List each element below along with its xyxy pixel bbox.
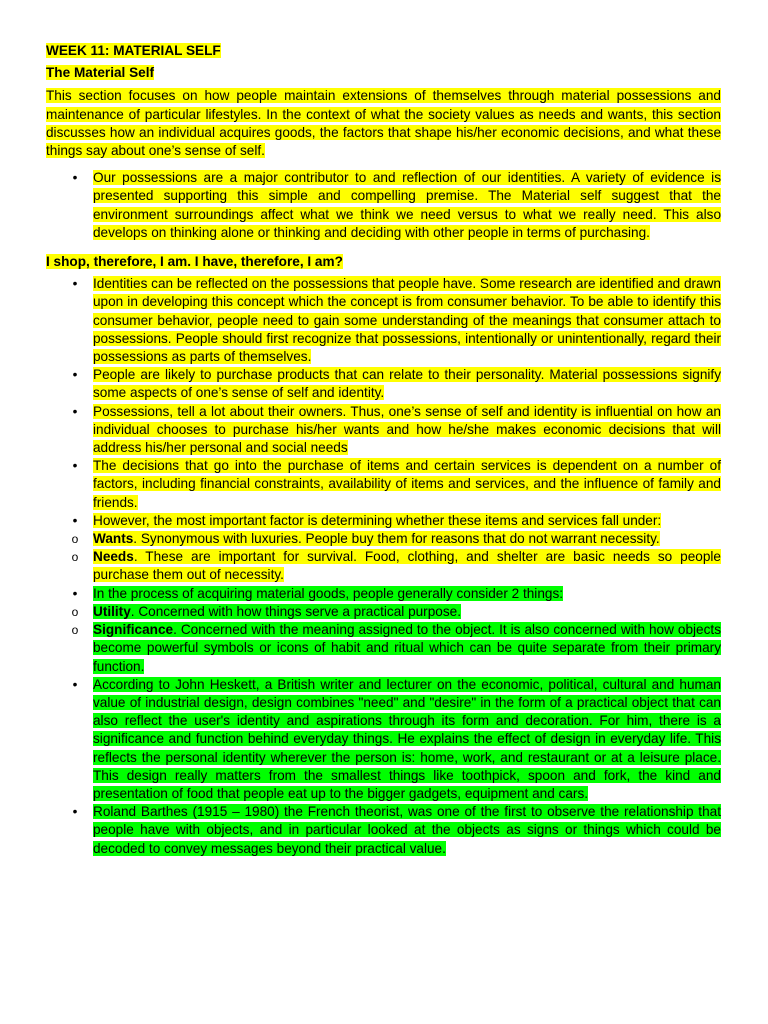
bullet-icon: •: [72, 585, 78, 601]
list-item: • Our possessions are a major contributor to and reflection of our identities. A variety of evidence is presented supporting this simple and compelling premise. The Material self suggest that the environment surroundings affect what we think we need versus to what we really need. This also develops on thinking alone or thinking and deciding with other people in terms of purchasing.: [46, 169, 721, 242]
bullet-icon: •: [72, 676, 78, 692]
list-item-wants: o Wants. Synonymous with luxuries. People buy them for reasons that do not warrant necessity.: [46, 530, 721, 548]
bullet-icon: •: [72, 458, 78, 474]
circle-bullet-icon: o: [71, 532, 79, 547]
page-title: WEEK 11: MATERIAL SELF: [46, 43, 221, 58]
circle-bullet-icon: o: [71, 604, 79, 619]
list-item: • People are likely to purchase products that can relate to their personality. Material possessions signify some aspects of one’s sense of self and identity.: [46, 366, 721, 402]
bullet-icon: •: [72, 804, 78, 820]
main-bullet-list: [46, 275, 721, 858]
list-item-significance: o Significance. Concerned with the meaning assigned to the object. It is also concerned with how objects become powerful symbols or icons of habit and ritual which can be quite separate from their primary function.: [46, 621, 721, 676]
list-item: • However, the most important factor is determining whether these items and services fall under:: [46, 512, 721, 530]
intro-paragraph: This section focuses on how people maintain extensions of themselves through material possessions and maintenance of particular lifestyles. In the context of what the society values as needs and wants, this section discusses how an individual acquires goods, the factors that shape his/her economic decisions, and what these things say about one’s sense of self.: [46, 88, 721, 159]
bullet-icon: •: [72, 367, 78, 383]
list-item: • The decisions that go into the purchase of items and certain services is dependent on a number of factors, including financial constraints, availability of items and services, and the influence of family and friends.: [46, 457, 721, 512]
list-item-needs: o Needs. These are important for survival. Food, clothing, and shelter are basic needs so people purchase them out of necessity.: [46, 548, 721, 584]
section-heading: I shop, therefore, I am. I have, therefore, I am?: [46, 254, 343, 270]
list-item-utility: o Utility. Concerned with how things serve a practical purpose.: [46, 603, 721, 621]
bullet-icon: •: [72, 512, 78, 528]
section-subtitle: The Material Self: [46, 65, 155, 81]
list-item: • Possessions, tell a lot about their owners. Thus, one’s sense of self and identity is influential on how an individual chooses to purchase his/her wants and how he/she makes economic decisions that will address his/her personal and social needs: [46, 403, 721, 458]
bullet-icon: •: [72, 403, 78, 419]
list-item: • Identities can be reflected on the possessions that people have. Some research are identified and drawn upon in developing this concept which the concept is from consumer behavior. To be able to identify this consumer behavior, people need to gain some understanding of the meanings that consumer attach to possessions. People should first recognize that possessions, intentionally or unintentionally, regard their possessions as parts of themselves.: [46, 275, 721, 366]
circle-bullet-icon: o: [71, 550, 79, 565]
list-item: • Roland Barthes (1915 – 1980) the French theorist, was one of the first to observe the relationship that people have with objects, and in particular looked at the objects as signs or things which could be decoded to convey messages beyond their practical value.: [46, 803, 721, 858]
bullet-icon: •: [72, 170, 78, 186]
list-item: • According to John Heskett, a British writer and lecturer on the economic, political, cultural and human value of industrial design, design combines "need" and "desire" in the form of a practical object that can also reflect the user's identity and aspirations through its form and decoration. For him, there is a significance and function behind everyday things. He explains the effect of design in everyday life. This reflects the personal identity wherever the person is: home, work, and restaurant or at a leisure place. This design really matters from the smallest things like toothpick, spoon and fork, the kind and presentation of food that people eat up to the bigger gadgets, equipment and cars.: [46, 676, 721, 803]
intro-bullet-list: [46, 169, 721, 242]
list-item: • In the process of acquiring material goods, people generally consider 2 things:: [46, 585, 721, 603]
circle-bullet-icon: o: [71, 623, 79, 638]
bullet-icon: •: [72, 276, 78, 292]
